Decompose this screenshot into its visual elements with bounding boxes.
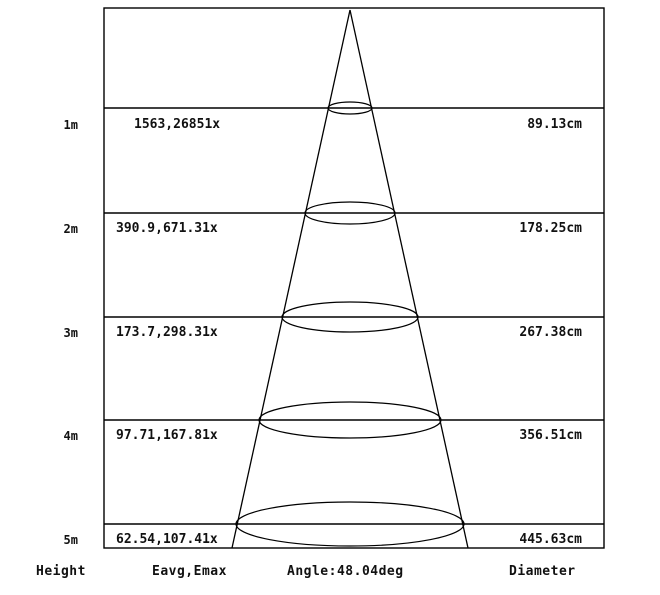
photometric-value-4m: 97.71,167.81x — [116, 428, 218, 443]
height-label-1m: 1m — [63, 118, 78, 132]
photometric-value-2m: 390.9,671.31x — [116, 221, 218, 236]
diameter-value-5m: 445.63cm — [519, 532, 582, 547]
beam-edge-right — [350, 10, 468, 548]
photometric-value-5m: 62.54,107.41x — [116, 532, 218, 547]
footer-diameter-header: Diameter — [509, 564, 576, 579]
footer-height-header: Height — [36, 564, 86, 579]
diameter-value-4m: 356.51cm — [519, 428, 582, 443]
height-label-2m: 2m — [63, 222, 78, 236]
height-label-5m: 5m — [63, 533, 78, 547]
diameter-value-3m: 267.38cm — [519, 325, 582, 340]
footer-photometric-header: Eavg,Emax — [152, 564, 227, 579]
height-label-4m: 4m — [63, 429, 78, 443]
footer-angle-header: Angle:48.04deg — [287, 564, 404, 579]
photometric-value-3m: 173.7,298.31x — [116, 325, 218, 340]
diagram-frame — [104, 8, 604, 548]
beam-edge-left — [232, 10, 350, 548]
photometric-value-1m: 1563,26851x — [134, 117, 221, 132]
diameter-value-1m: 89.13cm — [527, 117, 582, 132]
height-label-3m: 3m — [63, 326, 78, 340]
diameter-value-2m: 178.25cm — [519, 221, 582, 236]
